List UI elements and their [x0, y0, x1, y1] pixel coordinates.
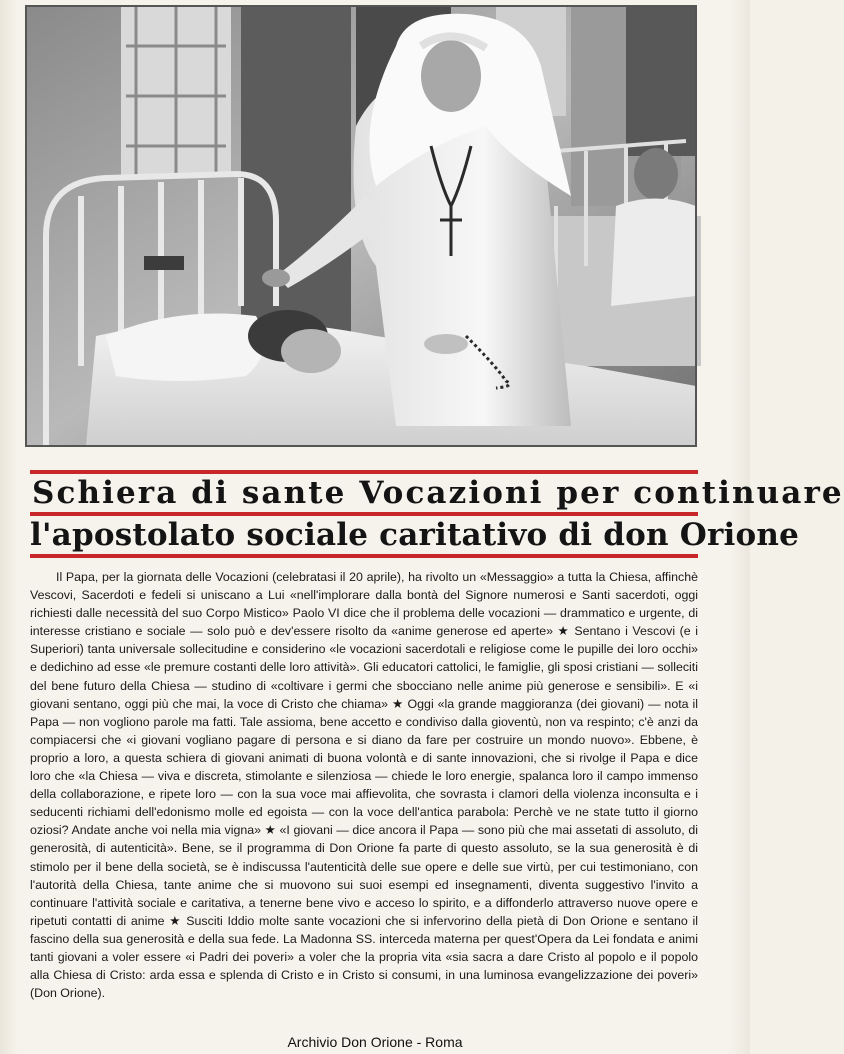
- headline-line-2: l'apostolato sociale caritativo di don Orione: [30, 517, 799, 553]
- headline: [30, 470, 844, 558]
- nun-face: [421, 40, 481, 112]
- archive-footer: Archivio Don Orione - Roma: [287, 1034, 463, 1050]
- photo-illustration: [26, 6, 696, 446]
- patient-face: [281, 329, 341, 373]
- photo-nun-hospital-bedside: [26, 6, 696, 446]
- headline-line-1: Schiera di sante Vocazioni per continuare: [32, 475, 844, 511]
- headline-rule-bottom: [30, 554, 698, 558]
- article-body: Il Papa, per la giornata delle Vocazioni (celebratasi il 20 aprile), ha rivolto un «Messaggio» a tutta la Chiesa, affinchè Vescovi, Sacerdoti e fedeli si uniscano a Lui «nell'implorare dalla bontà del Signore numerosi e Santi sacerdoti, oggi richiesti dalle necessità del suo Corpo Mistico» Paolo VI dice che il problema delle vocazioni — drammatico e urgente, di interesse cristiano e sociale — solo può e dev'essere risolto da «anime generose ed aperte» ★ Sentano i Vescovi (e i Superiori) tanta universale sollecitudine e considerino «le vocazioni sacerdotali e religiose come le pupille dei loro occhi» e dedichino ad esse «le premure costanti delle loro attività». Gli educatori cattolici, le famiglie, gli sposi cristiani — solleciti del bene futuro della Chiesa — studino di «coltivare i germi che sbocciano nelle anime più generose e sensibili». E «i giovani sentano, oggi più che mai, la voce di Cristo che chiama» ★ Oggi «la grande maggioranza (dei giovani) — nota il Papa — non vogliono parole ma fatti. Tale assioma, bene accetto e condiviso dalla gioventù, non va respinto; c'è anzi da compiacersi che «i giovani vogliano pagare di persona e si diano da fare per costruire un mondo nuovo». Ebbene, è proprio a loro, a questa schiera di giovani animati di buona volontà e di sante innovazioni, che si rivolge il Papa e dice loro che «la Chiesa — viva e discreta, stimolante e silenziosa — chiede le loro energie, spalanca loro il campo immenso della collaborazione, e ripete loro — con la sua voce mai affievolita, che sovrasta i clamori della violenza inconsulta e i seducenti richiami dell'edonismo molle ed egoista — con la voce dell'antica parabola: Perchè ve ne state tutto il giorno oziosi? Andate anche voi nella mia vigna» ★ «I giovani — dice ancora il Papa — sono più che mai assetati di assoluto, di generosità, di autenticità». Bene, se il programma di Don Orione fa parte di questo assoluto, se la sua generosità è di stimolo per il bene della società, se è indiscussa l'autenticità delle sue opere e delle sue virtù, per cui testimoniano, con l'autorità della Chiesa, tante anime che si muovono sui suoi esempi ed insegnamenti, diventa suggestivo l'invito a continuare l'attività sociale e caritativa, a tenerne bene vivo e acceso lo spirito, e a diffonderlo attraverso nuove opere e ripetuti contatti di anime ★ Susciti Iddio molte sante vocazioni che si infervorino della pietà di Don Orione e sentano il fascino della sua generosità e della sua fede. La Madonna SS. interceda materna per quest'Opera da Lei fondata e animi tanti giovani a voler essere «i Padri dei poveri» a voler che la propria vita «sia sacra a dare Cristo al popolo e il popolo alla Chiesa di Cristo: arda essa e splenda di Cristo e in Cristo si consumi, in una luminosa evangelizzazione dei poveri» (Don Orione).: [30, 570, 698, 1001]
